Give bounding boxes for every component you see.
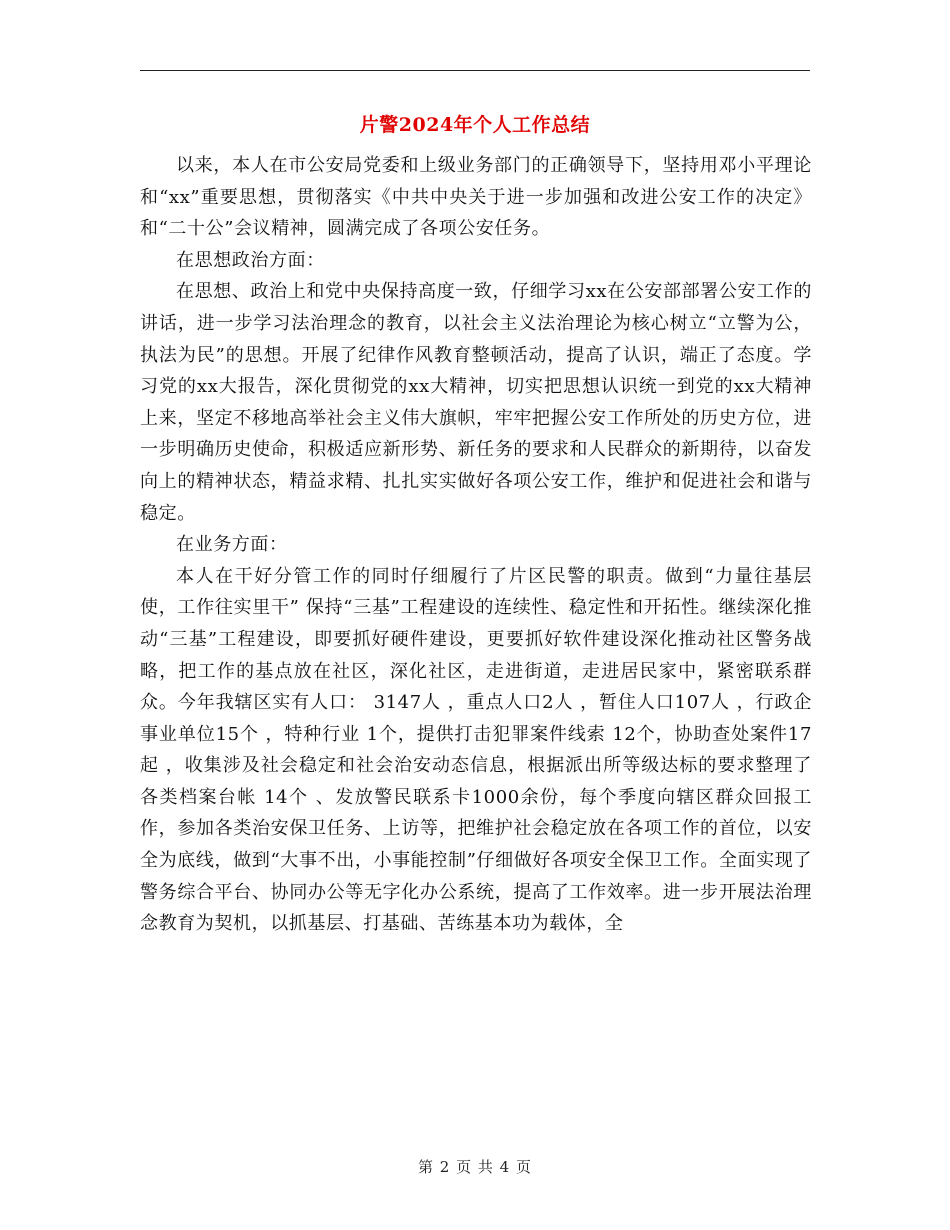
paragraph-business: 本人在干好分管工作的同时仔细履行了片区民警的职责。做到“力量往基层使，工作往实里干” 保持“三基”工程建设的连续性、稳定性和开拓性。继续深化推动“三基”工程建设，即要抓好硬件建设，更要抓好软件建设深化推动社区警务战略，把工作的基点放在社区，深化社区，走进街道，走进居民家中，紧密联系群众。今年我辖区实有人口： 3147人 ，重点人口2人 ，暂住人口107人 ，行政企事业单位15个 ，特种行业 1个，提供打击犯罪案件线索 12个，协助查处案件17起 ，收集涉及社会稳定和社会治安动态信息，根据派出所等级达标的要求整理了各类档案台帐 14个 、发放警民联系卡1000余份，每个季度向辖区群众回报工作，参加各类治安保卫任务、上访等，把维护社会稳定放在各项工作的首位，以安全为底线，做到“大事不出，小事能控制”仔细做好各项安全保卫工作。全面实现了警务综合平台、协同办公等无字化办公系统，提高了工作效率。进一步开展法治理念教育为契机，以抓基层、打基础、苦练基本功为载体，全 — [140, 565, 812, 935]
document-title: 片警2024年个人工作总结 — [359, 114, 591, 136]
paragraph-intro: 以来，本人在市公安局党委和上级业务部门的正确领导下，坚持用邓小平理论和“xx”重要思想，贯彻落实《中共中央关于进一步加强和改进公安工作的决定》和“二十公”会议精神，圆满完成了各项公安任务。 — [140, 155, 812, 240]
paragraph-politics: 在思想、政治上和党中央保持高度一致，仔细学习xx在公安部部署公安工作的讲话，进一步学习法治理念的教育，以社会主义法治理论为核心树立“立警为公，执法为民”的思想。开展了纪律作风教育整顿活动，提高了认识，端正了态度。学习党的xx大报告，深化贯彻党的xx大精神，切实把思想认识统一到党的xx大精神上来，坚定不移地高举社会主义伟大旗帜，牢牢把握公安工作所处的历史方位，进一步明确历史使命，积极适应新形势、新任务的要求和人民群众的新期待，以奋发向上的精神状态，精益求精、扎扎实实做好各项公安工作，维护和促进社会和谐与稳定。 — [140, 281, 812, 524]
section-heading-business: 在业务方面： — [176, 534, 288, 556]
section-heading-politics: 在思想政治方面： — [176, 249, 325, 271]
document-body — [140, 150, 812, 940]
header-rule — [140, 70, 810, 71]
page-number-footer: 第 2 页 共 4 页 — [418, 1158, 532, 1176]
